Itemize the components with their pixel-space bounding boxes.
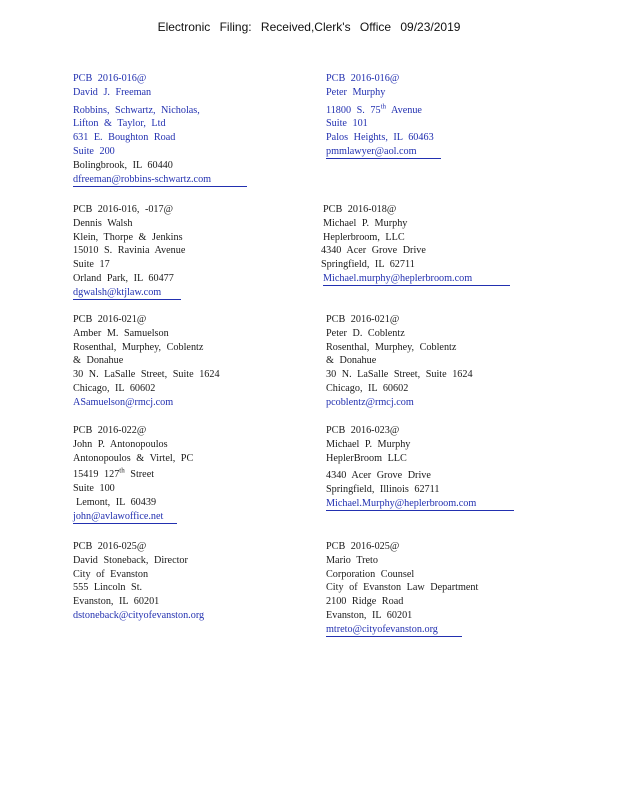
contact-name: Amber M. Samuelson: [73, 327, 169, 339]
firm-name: Corporation Counsel: [326, 568, 415, 580]
address-line: 555 Lincoln St.: [73, 582, 143, 594]
email-link[interactable]: dstoneback@cityofevanston.org: [73, 609, 205, 621]
firm-name-cont: City of Evanston Law Department: [326, 582, 479, 594]
city-state-zip: Springfield, IL 62711: [321, 259, 415, 271]
address-line: 30 N. LaSalle Street, Suite 1624: [326, 369, 473, 381]
contact-name: David Stoneback, Director: [73, 554, 188, 566]
pcb-number: PCB 2016-016@: [326, 73, 400, 84]
address-line: 11800 S. 75th Avenue: [326, 102, 422, 116]
email-link[interactable]: mtreto@cityofevanston.org: [326, 624, 462, 637]
contact-name: Dennis Walsh: [73, 217, 133, 229]
pcb-number: PCB 2016-023@: [326, 425, 400, 436]
filing-header: Electronic Filing: Received,Clerk's Office 09/23/2019: [157, 20, 461, 34]
pcb-number: PCB 2016-025@: [326, 541, 400, 552]
service-entry-freeman: [73, 72, 247, 187]
city-state-zip: Chicago, IL 60602: [326, 382, 409, 394]
firm-name-cont: & Donahue: [73, 355, 124, 367]
pcb-number: PCB 2016-021@: [326, 314, 400, 325]
city-state-zip: Palos Heights, IL 60463: [326, 132, 434, 144]
address-line: 4340 Acer Grove Drive: [321, 245, 426, 257]
contact-name: Peter D. Coblentz: [326, 327, 405, 339]
service-entry-antonopoulos: [73, 424, 193, 524]
contact-name: Michael P. Murphy: [326, 438, 411, 450]
city-state-zip: Bolingbrook, IL 60440: [73, 159, 173, 171]
firm-name: City of Evanston: [73, 568, 149, 580]
address-line: 4340 Acer Grove Drive: [326, 470, 431, 482]
address-suite: Suite 101: [326, 118, 368, 130]
pcb-number: PCB 2016-025@: [73, 541, 147, 552]
firm-name-cont: Lifton & Taylor, Ltd: [73, 118, 166, 130]
email-link[interactable]: john@avlawoffice.net: [73, 511, 177, 524]
contact-name: Mario Treto: [326, 554, 378, 566]
address-suite: Suite 17: [73, 259, 110, 271]
city-state-zip: Evanston, IL 60201: [73, 596, 160, 608]
contact-name: David J. Freeman: [73, 86, 152, 98]
service-entry-peter-murphy: [326, 72, 441, 159]
email-link[interactable]: pcoblentz@rmcj.com: [326, 396, 414, 408]
city-state-zip: Evanston, IL 60201: [326, 609, 413, 621]
pcb-number: PCB 2016-021@: [73, 314, 147, 325]
service-entry-samuelson: [73, 313, 220, 410]
contact-name: Michael P. Murphy: [323, 217, 408, 229]
email-link[interactable]: Michael.murphy@heplerbroom.com: [323, 273, 510, 286]
firm-name: Klein, Thorpe & Jenkins: [73, 231, 183, 243]
address-line: 15419 127th Street: [73, 467, 155, 481]
address-line: 30 N. LaSalle Street, Suite 1624: [73, 369, 220, 381]
contact-name: John P. Antonopoulos: [73, 438, 168, 450]
email-link[interactable]: pmmlawyer@aol.com: [326, 146, 441, 159]
address-suite: Suite 200: [73, 145, 115, 157]
city-state-zip: Chicago, IL 60602: [73, 382, 156, 394]
contact-name: Peter Murphy: [326, 86, 386, 98]
email-link[interactable]: ASamuelson@rmcj.com: [73, 396, 174, 408]
service-entry-treto: [326, 540, 478, 637]
service-entry-michael-murphy-1: [321, 203, 510, 286]
city-state-zip: Lemont, IL 60439: [76, 496, 157, 508]
pcb-number: PCB 2016-016, -017@: [73, 204, 174, 215]
address-line: 631 E. Boughton Road: [73, 132, 176, 144]
email-link[interactable]: dgwalsh@ktjlaw.com: [73, 287, 181, 300]
pcb-number: PCB 2016-022@: [73, 425, 147, 436]
firm-name: Robbins, Schwartz, Nicholas,: [73, 104, 200, 116]
pcb-number: PCB 2016-018@: [323, 204, 397, 215]
service-entry-michael-murphy-2: [326, 424, 514, 511]
firm-name: HeplerBroom LLC: [326, 452, 407, 464]
pcb-number: PCB 2016-016@: [73, 73, 147, 84]
firm-name: Rosenthal, Murphey, Coblentz: [326, 341, 457, 353]
address-line: 2100 Ridge Road: [326, 596, 404, 608]
service-entry-walsh: [73, 203, 185, 300]
firm-name: Antonopoulos & Virtel, PC: [73, 452, 194, 464]
firm-name-cont: & Donahue: [326, 355, 377, 367]
address-line: 15010 S. Ravinia Avenue: [73, 245, 186, 257]
firm-name: Heplerbroom, LLC: [323, 231, 405, 243]
city-state-zip: Orland Park, IL 60477: [73, 272, 174, 284]
email-link[interactable]: Michael.Murphy@heplerbroom.com: [326, 498, 514, 511]
address-suite: Suite 100: [73, 483, 115, 495]
email-link[interactable]: dfreeman@robbins-schwartz.com: [73, 174, 247, 187]
service-entry-coblentz: [326, 313, 473, 410]
city-state-zip: Springfield, Illinois 62711: [326, 484, 440, 496]
service-entry-stoneback: [73, 540, 204, 623]
firm-name: Rosenthal, Murphey, Coblentz: [73, 341, 204, 353]
